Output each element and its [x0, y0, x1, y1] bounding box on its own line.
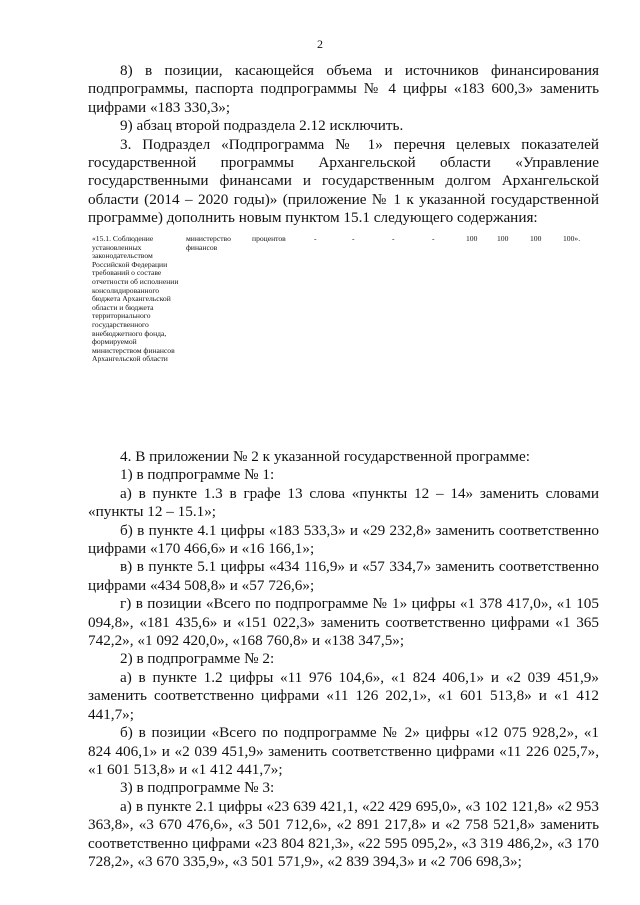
paragraph: 4. В приложении № 2 к указанной государственной программе: — [120, 448, 530, 465]
paragraph: б) в пункте 4.1 цифры «183 533,3» и «29 232,8» заменить соответственно цифрами «170 466,6» и «16 166,1»; — [88, 521, 599, 558]
unit-cell: процентов — [252, 234, 286, 243]
value-cell: - — [432, 234, 435, 243]
paragraph: а) в пункте 2.1 цифры «23 639 421,1, «22 429 695,0», «3 102 121,8» «2 953 363,8», «3 670 476,6», «3 501 712,6», «2 891 217,8» и «2 758 521,8» заменить соответственно цифрами «23 804 821,3», «22 595 095,2», «3 319 486,2», «3 170 728,2», «3 670 335,9», «3 501 571,9», «2 839 394,3» и «2 706 698,3»; — [88, 797, 599, 870]
paragraph: а) в пункте 1.2 цифры «11 976 104,6», «1 824 406,1» и «2 039 451,9» заменить соответственно цифрами «11 126 202,1», «1 601 513,8» и «1 412 441,7»; — [88, 668, 599, 723]
paragraph: в) в пункте 5.1 цифры «434 116,9» и «57 334,7» заменить соответственно цифрами «434 508,8» и «57 726,6»; — [88, 558, 599, 594]
paragraph: б) в позиции «Всего по подпрограмме № 2» цифры «12 075 928,2», «1 824 406,1» и «2 039 451,9» заменить соответственно цифрами «11 226 025,7», «1 601 513,8» и «1 412 441,7»; — [88, 724, 599, 778]
value-cell: 100». — [563, 234, 581, 243]
paragraph: 9) абзац второй подраздела 2.12 исключить. — [120, 117, 404, 135]
page-number: 2 — [317, 37, 323, 51]
top-text-block — [88, 62, 599, 228]
value-cell: - — [352, 234, 355, 243]
responsible-cell: министерство финансов — [186, 234, 231, 252]
value-cell: 100 — [530, 234, 542, 243]
paragraph: 2) в подпрограмме № 2: — [120, 650, 275, 668]
value-cell: 100 — [497, 234, 509, 243]
bottom-text-block — [88, 448, 599, 871]
paragraph: 3) в подпрограмме № 3: — [120, 779, 275, 797]
paragraph: 1) в подпрограмме № 1: — [120, 466, 275, 484]
value-cell: - — [314, 234, 317, 243]
paragraph: а) в пункте 1.3 в графе 13 слова «пункты 12 – 14» заменить словами «пункты 12 – 15.1»; — [88, 484, 599, 521]
value-cell: - — [392, 234, 395, 243]
value-cell: 100 — [466, 234, 478, 243]
indicator-name-cell: «15.1. Соблюдение установленных законодательством Российской Федерации требований о составе отчетности об исполнении консолидированного бюджета Архангельской области и бюджета территориального государственного внебюджетного фонда, формируемой министерством финансов Архангельской области — [92, 234, 179, 364]
paragraph: 3. Подраздел «Подпрограмма № 1» перечня целевых показателей государственной программы Архангельской области «Управление государственными финансами и государственным долгом Архангельской области (2014 – 2020 годы)» (приложение № 1 к указанной государственной программе) дополнить новым пунктом 15.1 следующего содержания: — [88, 135, 599, 227]
paragraph: г) в позиции «Всего по подпрограмме № 1» цифры «1 378 417,0», «1 105 094,8», «181 435,6» и «151 022,3» заменить соответственно цифрами «1 365 742,2», «1 092 420,0», «168 760,8» и «138 347,5»; — [88, 595, 599, 650]
paragraph: 8) в позиции, касающейся объема и источников финансирования подпрограммы, паспорта подпрограммы № 4 цифры «183 600,3» заменить цифрами «183 330,3»; — [88, 62, 599, 116]
